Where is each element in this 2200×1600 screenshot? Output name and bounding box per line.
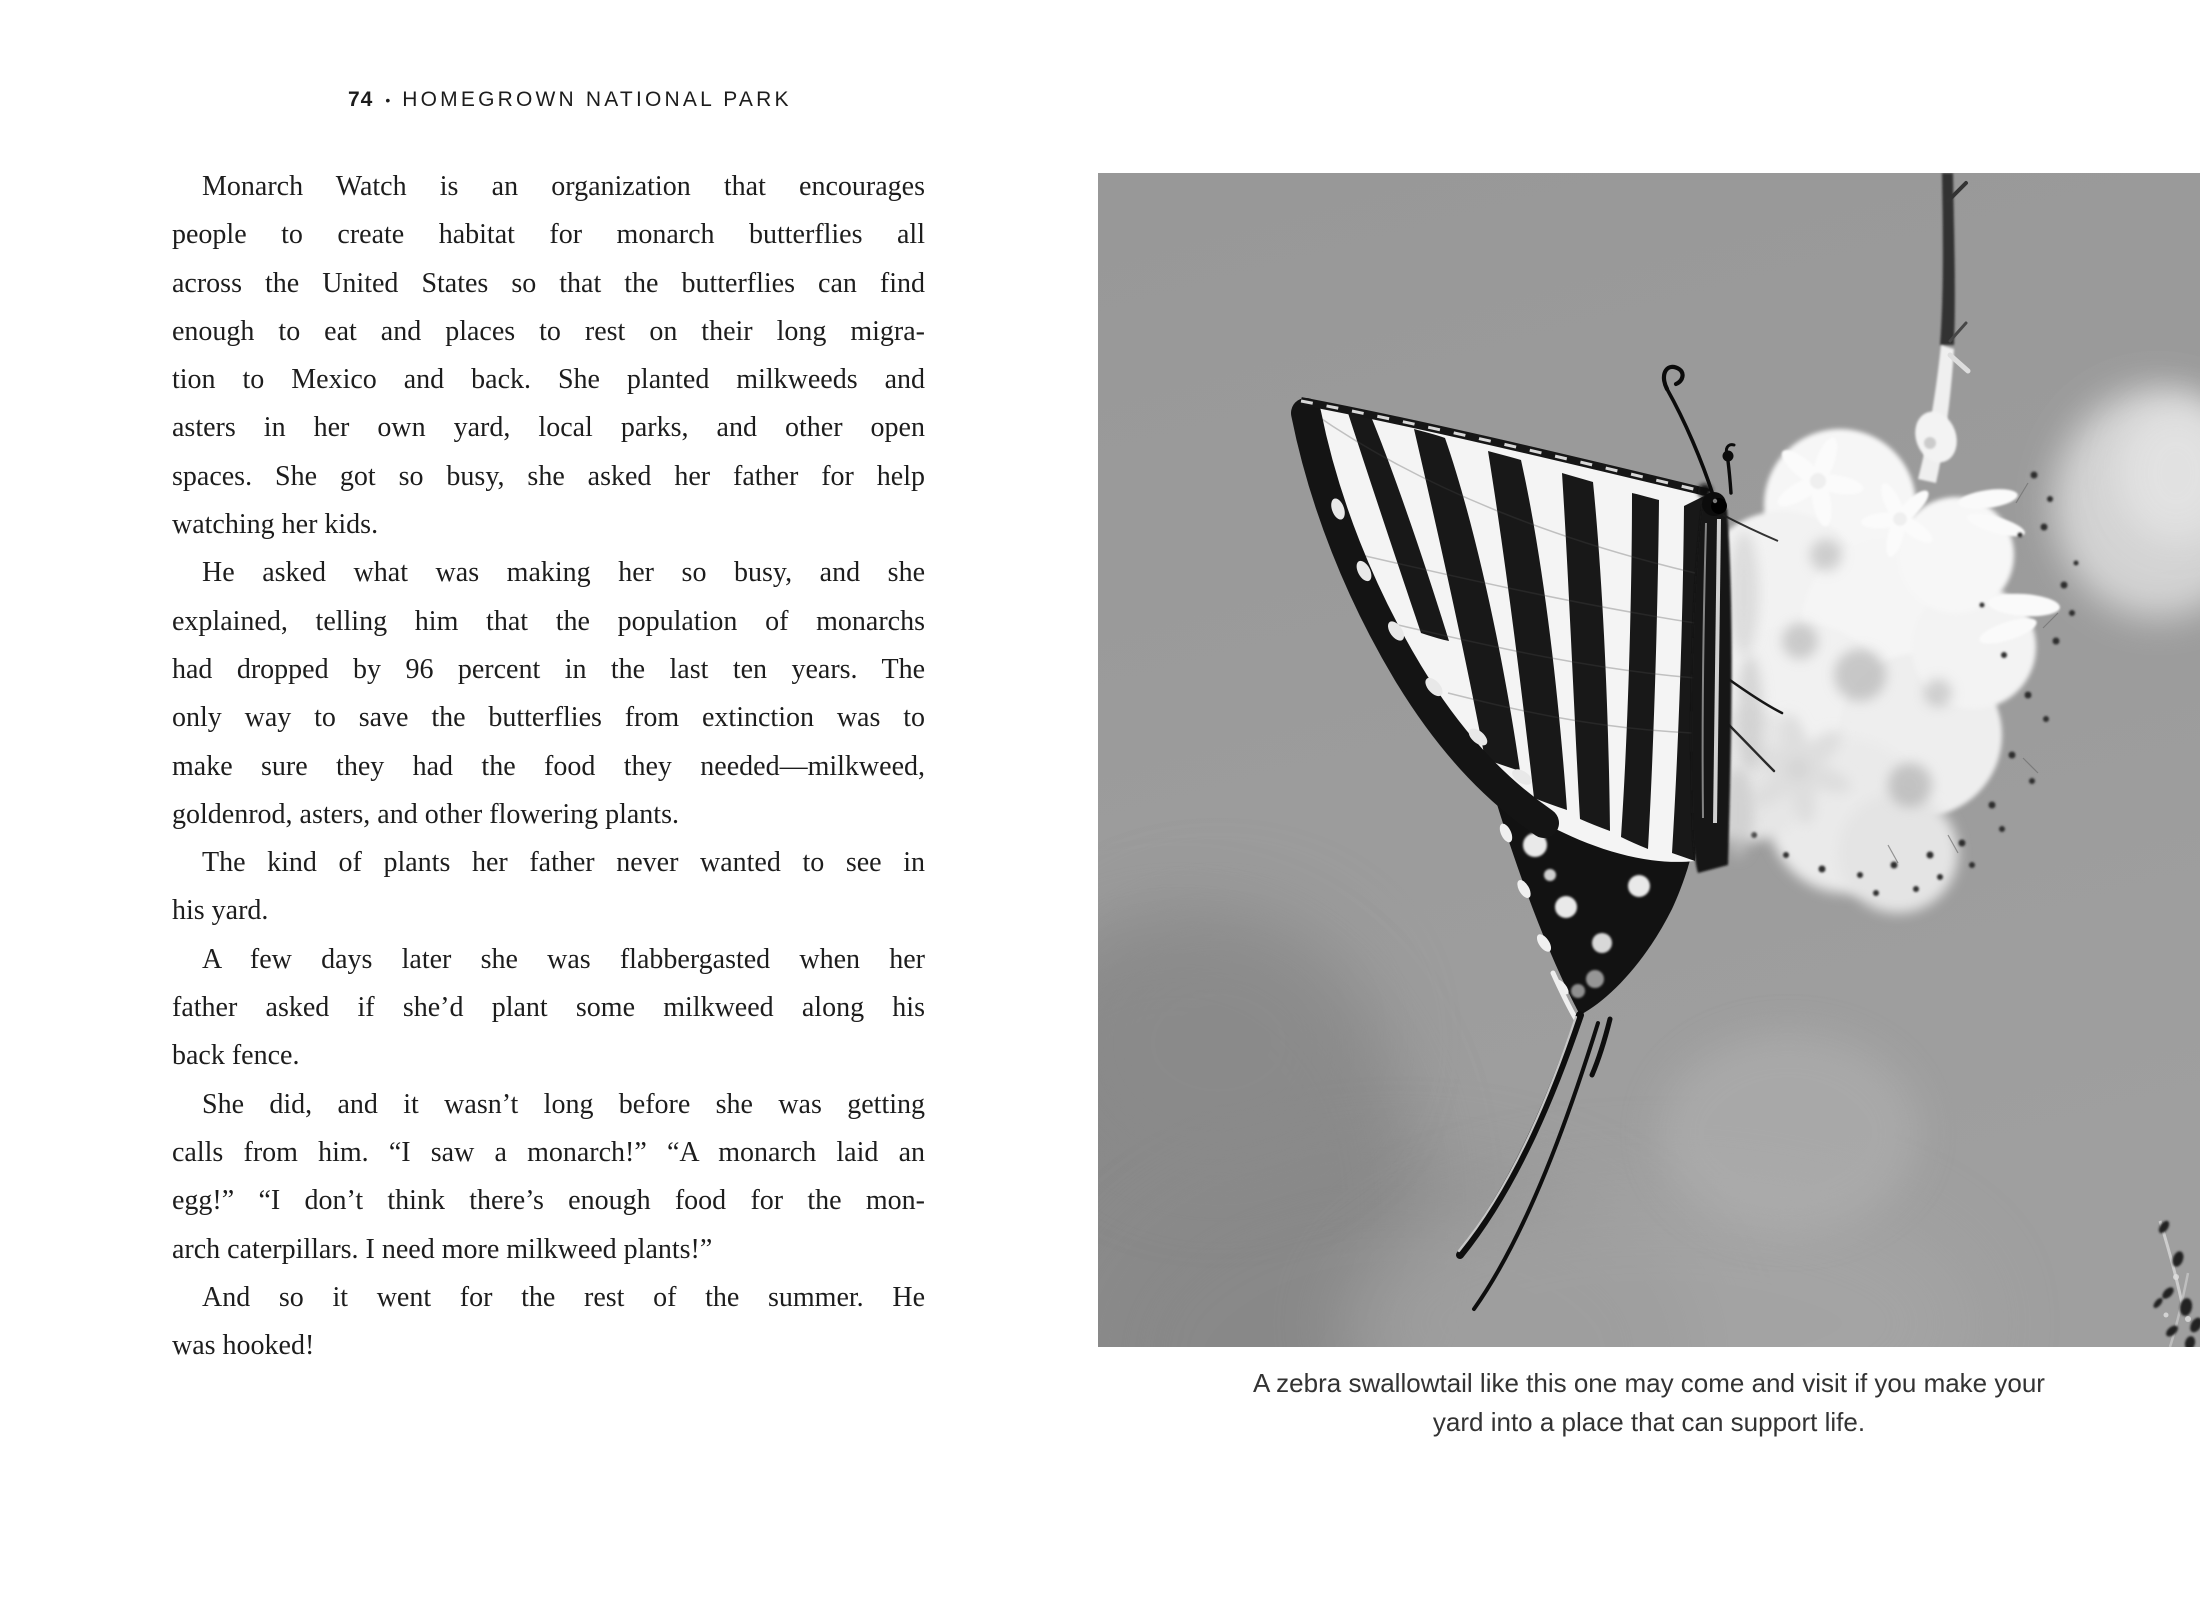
body-text-line: asters in her own yard, local parks, and other open [172, 412, 925, 444]
body-text-line: across the United States so that the butterflies can find [172, 267, 925, 299]
body-text-line: make sure they had the food they needed—milkweed, [172, 750, 925, 782]
body-text-line: back fence. [172, 1040, 300, 1072]
body-text-line: Monarch Watch is an organization that encourages [202, 171, 925, 202]
body-text-line: egg!” “I don’t think there’s enough food for the mon- [172, 1185, 925, 1217]
body-text-column [172, 163, 925, 1370]
body-text-line: tion to Mexico and back. She planted milkweeds and [172, 364, 925, 396]
body-text-line: calls from him. “I saw a monarch!” “A monarch laid an [172, 1136, 925, 1168]
body-text-line: And so it went for the rest of the summer. He [202, 1281, 925, 1313]
body-text-line: enough to eat and places to rest on their long migra- [172, 315, 925, 347]
running-head [348, 88, 792, 112]
body-text-line: She did, and it wasn’t long before she was getting [202, 1088, 925, 1120]
body-text-line: spaces. She got so busy, she asked her father for help [172, 460, 925, 492]
body-text-line: father asked if she’d plant some milkweed along his [172, 992, 925, 1024]
body-text-line: watching her kids. [172, 509, 379, 541]
zebra-swallowtail-photo [1098, 173, 2200, 1347]
body-text-line: He asked what was making her so busy, and she [202, 557, 925, 589]
caption-line-1: A zebra swallowtail like this one may come and visit if you make your [1253, 1368, 2045, 1398]
body-text-line: only way to save the butterflies from extinction was to [172, 702, 925, 734]
body-text-line: The kind of plants her father never wanted to see in [202, 847, 925, 879]
body-text-line: was hooked! [172, 1330, 315, 1362]
body-text-line: arch caterpillars. I need more milkweed plants!” [172, 1233, 713, 1265]
body-text-line: goldenrod, asters, and other flowering plants. [172, 798, 679, 830]
butterfly-photo-illustration [1098, 173, 2200, 1347]
book-title: HOMEGROWN NATIONAL PARK [402, 88, 792, 111]
body-text-line: explained, telling him that the population of monarchs [172, 605, 925, 637]
body-text-line: his yard. [172, 895, 269, 927]
caption-line-2: yard into a place that can support life. [1432, 1407, 1866, 1437]
separator-dot: • [385, 92, 391, 108]
page-number: 74 [348, 88, 374, 111]
body-text-line: people to create habitat for monarch butterflies all [172, 219, 925, 251]
body-text-line: A few days later she was flabbergasted when her [202, 943, 925, 975]
body-text-line: had dropped by 96 percent in the last ten years. The [172, 653, 925, 685]
photo-caption [1098, 1364, 2200, 1442]
